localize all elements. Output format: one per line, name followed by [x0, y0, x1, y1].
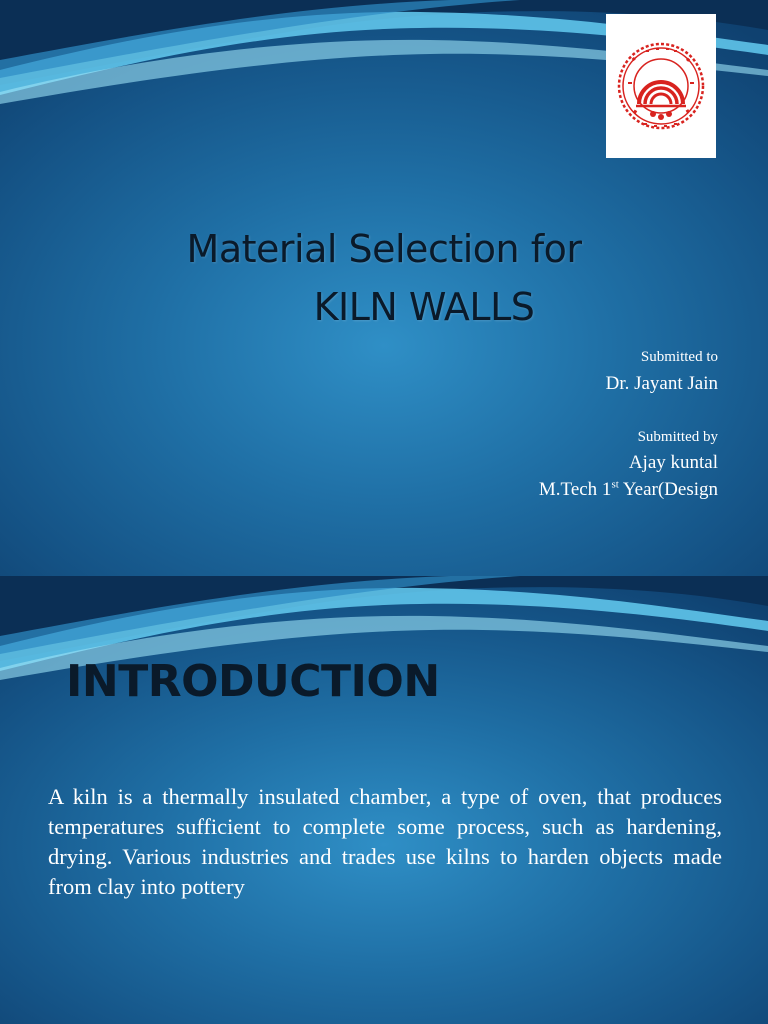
program-line — [539, 479, 718, 501]
submitted-to-name: Dr. Jayant Jain — [605, 373, 718, 394]
program-suffix: Year(Design — [618, 479, 718, 500]
submitted-by-name: Ajay kuntal — [628, 452, 718, 473]
introduction-slide — [0, 576, 768, 1024]
program-prefix: M.Tech 1 — [538, 479, 612, 500]
intro-body-text: A kiln is a thermally insulated chamber, a type of oven, that produces temperatures sufficient to complete some process, such as hardening, drying. Various industries and trades use kilns to harden objects made from clay into pottery — [48, 784, 722, 899]
intro-heading: INTRODUCTION — [66, 656, 440, 707]
program-superscript: st — [611, 478, 619, 491]
slide-title — [0, 220, 768, 336]
submitted-to-label: Submitted to — [640, 349, 718, 365]
submitted-by-label: Submitted by — [637, 429, 718, 445]
title-line-1: Material Selection for — [186, 227, 582, 271]
logo-container — [606, 14, 716, 158]
title-line-2: KILN WALLS — [313, 285, 535, 329]
institute-seal-icon — [606, 14, 716, 158]
